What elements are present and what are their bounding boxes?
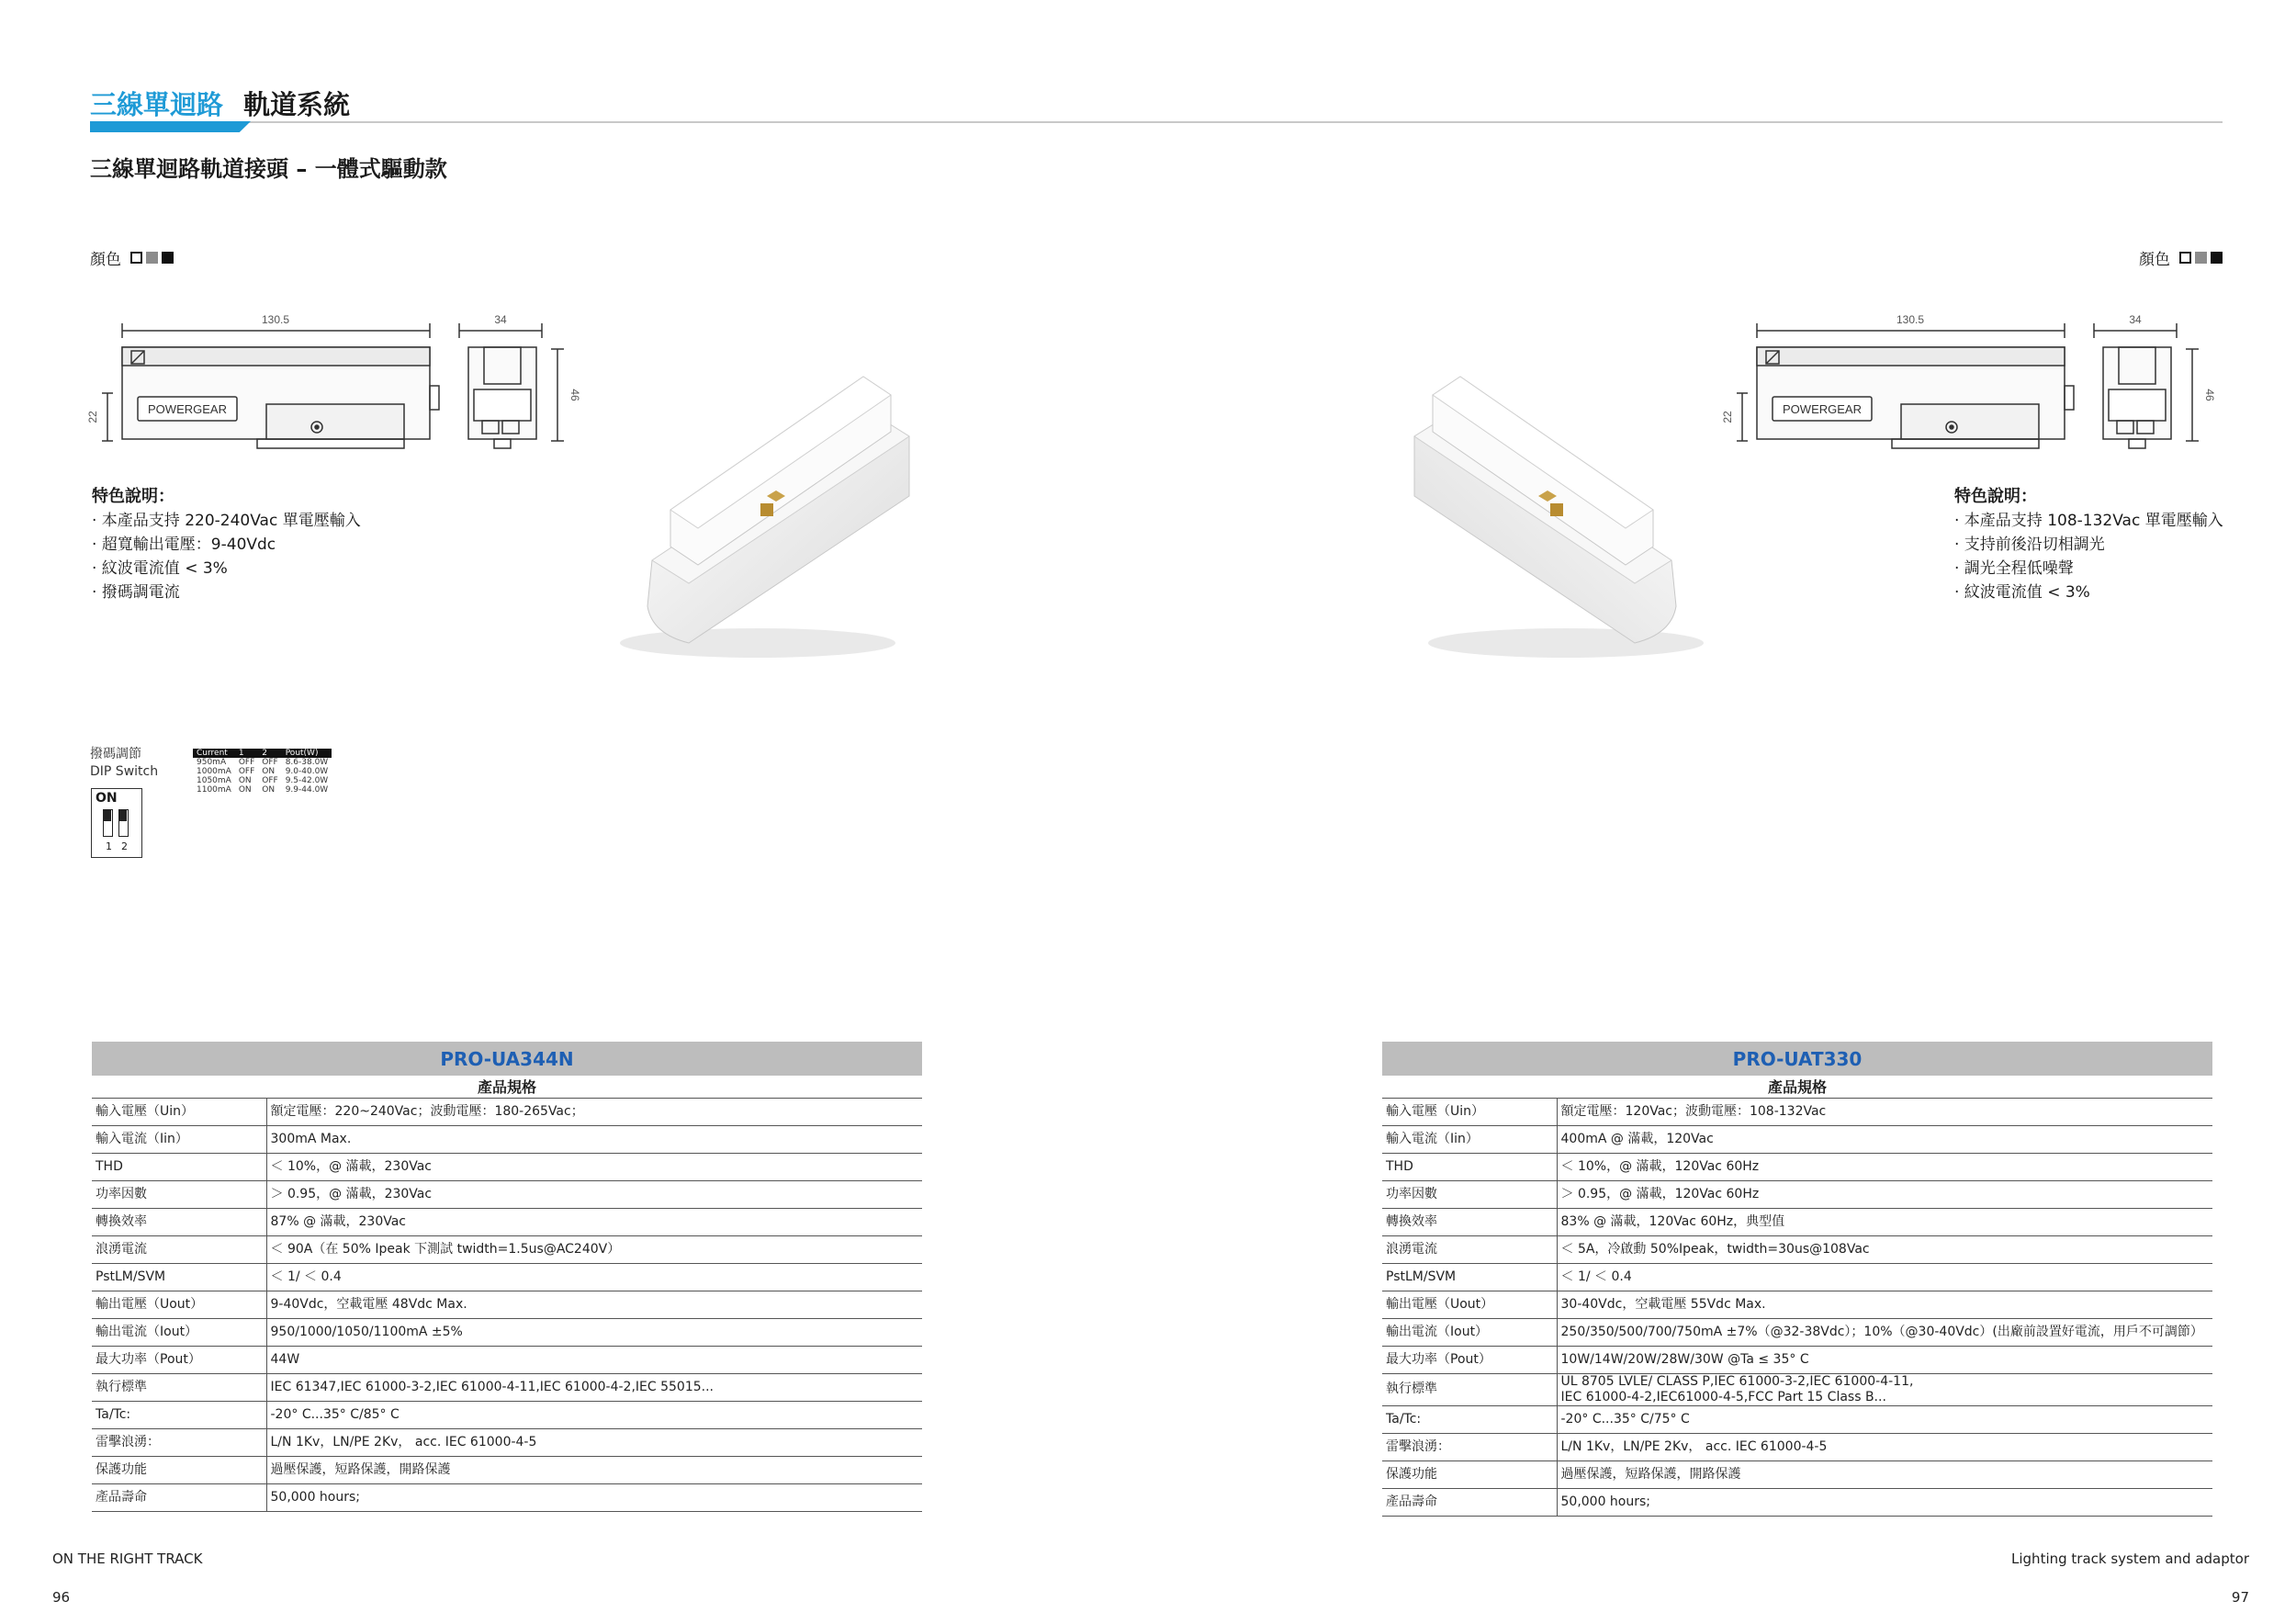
dip-label-en: DIP Switch <box>90 764 159 779</box>
spec-row <box>92 1373 922 1401</box>
dip-cell: OFF <box>262 758 278 767</box>
spec-value: 50,000 hours; <box>1557 1488 2212 1516</box>
spec-value: 44W <box>266 1346 922 1373</box>
feature-item: · 超寬輸出電壓：9-40Vdc <box>92 536 276 554</box>
dip-switch-graphic <box>91 788 142 858</box>
dip-table-row <box>193 767 332 776</box>
dim-height-right: 46 <box>2203 389 2216 401</box>
feature-item: · 支持前後沿切相調光 <box>1954 536 2105 554</box>
spec-value: 30-40Vdc，空載電壓 55Vdc Max. <box>1557 1291 2212 1318</box>
footer-left-text: ON THE RIGHT TRACK <box>52 1551 203 1567</box>
spec-label: 輸入電流（Iin） <box>1382 1125 1557 1153</box>
spec-row <box>1382 1373 2212 1405</box>
spec-row <box>92 1153 922 1180</box>
spec-label: 輸出電壓（Uout） <box>92 1291 266 1318</box>
spec-value: ＜ 10%，@ 滿載，230Vac <box>266 1153 922 1180</box>
spec-value: 10W/14W/20W/28W/30W @Ta ≤ 35° C <box>1557 1346 2212 1373</box>
dip-cell: 950mA <box>197 758 227 767</box>
feature-item: · 撥碼調電流 <box>92 583 180 602</box>
spec-value: 250/350/500/700/750mA ±7%（@32-38Vdc）；10%（@30-40Vdc）(出廠前設置好電流，用戶不可調節） <box>1557 1318 2212 1346</box>
color-swatches <box>2179 252 2223 264</box>
spec-label: 雷擊浪湧： <box>1382 1433 1557 1460</box>
dip-cell: 8.6-38.0W <box>285 758 329 767</box>
features-title: 特色說明： <box>1954 487 2037 506</box>
spec-label: 轉換效率 <box>92 1208 266 1235</box>
dip-cell: ON <box>262 785 276 795</box>
dim-height-right: 46 <box>568 389 581 401</box>
spec-heading: 產品規格 <box>1382 1076 2212 1098</box>
spec-value: IEC 61347,IEC 61000-3-2,IEC 61000-4-11,IEC 61000-4-2,IEC 55015... <box>266 1373 922 1401</box>
dip-setting-table <box>193 749 332 795</box>
brand-label: POWERGEAR <box>148 402 227 416</box>
spec-table-body <box>92 1098 922 1511</box>
spec-row <box>92 1263 922 1291</box>
dip-cell: OFF <box>238 758 255 767</box>
spec-heading-row <box>92 1076 922 1098</box>
spec-value: ＜ 1/ ＜ 0.4 <box>1557 1263 2212 1291</box>
white-swatch <box>130 252 142 264</box>
brand-label: POWERGEAR <box>1783 402 1862 416</box>
color-swatches <box>130 252 174 264</box>
spec-value: ＞ 0.95，@ 滿載，230Vac <box>266 1180 922 1208</box>
spec-label: 浪湧電流 <box>1382 1235 1557 1263</box>
spec-row <box>1382 1208 2212 1235</box>
section-title-black: 軌道系統 <box>243 89 351 120</box>
spec-label: 浪湧電流 <box>92 1235 266 1263</box>
dim-width: 34 <box>494 313 507 326</box>
feature-item: · 調光全程低噪聲 <box>1954 559 2074 578</box>
dip-cell: OFF <box>238 767 255 776</box>
spec-row <box>92 1291 922 1318</box>
spec-label: 保護功能 <box>1382 1460 1557 1488</box>
spec-row <box>1382 1125 2212 1153</box>
spec-label: 執行標準 <box>92 1373 266 1401</box>
header-accent-bar <box>90 121 251 132</box>
spec-value: 83% @ 滿載，120Vac 60Hz，典型值 <box>1557 1208 2212 1235</box>
spec-row <box>92 1235 922 1263</box>
spec-model-row <box>1382 1042 2212 1076</box>
spec-value: 87% @ 滿載，230Vac <box>266 1208 922 1235</box>
spec-value: ＜ 5A，冷啟動 50%Ipeak，twidth=30us@108Vac <box>1557 1235 2212 1263</box>
dip-number-2: 2 <box>121 840 128 852</box>
section-title <box>90 85 350 122</box>
spec-label: PstLM/SVM <box>92 1263 266 1291</box>
spec-row <box>1382 1098 2212 1125</box>
spec-row <box>92 1208 922 1235</box>
dip-table-row <box>193 776 332 785</box>
dimension-drawing-left <box>83 303 597 450</box>
dimension-drawing-right <box>1717 303 2232 450</box>
spec-row <box>1382 1263 2212 1291</box>
feature-item: · 紋波電流值 < 3% <box>1954 583 2090 602</box>
page-subtitle: 三線單迴路軌道接頭 – 一體式驅動款 <box>90 156 447 182</box>
feature-item: · 本產品支持 108-132Vac 單電壓輸入 <box>1954 512 2223 530</box>
feature-item: · 紋波電流值 < 3% <box>92 559 228 578</box>
white-swatch <box>2179 252 2191 264</box>
spec-row <box>92 1346 922 1373</box>
spec-row <box>92 1401 922 1428</box>
spec-label: 功率因數 <box>92 1180 266 1208</box>
spec-row <box>1382 1460 2212 1488</box>
spec-row <box>1382 1346 2212 1373</box>
spec-value: ＜ 1/ ＜ 0.4 <box>266 1263 922 1291</box>
dip-table-row <box>193 785 332 795</box>
spec-value: ＜ 90A（在 50% Ipeak 下測試 twidth=1.5us@AC240V） <box>266 1235 922 1263</box>
spec-label: 輸出電流（Iout） <box>1382 1318 1557 1346</box>
dip-cell: 9.5-42.0W <box>285 776 329 785</box>
spec-label: 轉換效率 <box>1382 1208 1557 1235</box>
dim-height-left: 22 <box>86 411 99 423</box>
product-image-left <box>597 349 946 680</box>
features-right <box>1954 485 2223 604</box>
dip-table-row <box>193 758 332 767</box>
spec-model-row <box>92 1042 922 1076</box>
spec-table-body <box>1382 1098 2212 1516</box>
model-name: PRO-UAT330 <box>1382 1042 2212 1076</box>
spec-row <box>92 1180 922 1208</box>
features-left <box>92 485 361 604</box>
color-options-left <box>90 246 174 269</box>
spec-label: 輸出電流（Iout） <box>92 1318 266 1346</box>
dip-on-label: ON <box>96 791 118 806</box>
spec-label: 最大功率（Pout） <box>1382 1346 1557 1373</box>
spec-label: 輸出電壓（Uout） <box>1382 1291 1557 1318</box>
dip-cell: 1100mA <box>197 785 231 795</box>
spec-value: 9-40Vdc，空載電壓 48Vdc Max. <box>266 1291 922 1318</box>
page-number-left: 96 <box>52 1589 71 1606</box>
spec-value: 額定電壓：120Vac；波動電壓：108-132Vac <box>1557 1098 2212 1125</box>
spec-label: 雷擊浪湧： <box>92 1428 266 1456</box>
spec-label: 功率因數 <box>1382 1180 1557 1208</box>
product-image-right <box>1378 349 1727 680</box>
spec-row <box>92 1456 922 1483</box>
color-label: 顏色 <box>2139 251 2170 269</box>
dim-width: 34 <box>2129 313 2142 326</box>
spec-label: Ta/Tc: <box>1382 1405 1557 1433</box>
spec-table-left <box>92 1042 922 1512</box>
spec-row <box>1382 1180 2212 1208</box>
spec-value: 300mA Max. <box>266 1125 922 1153</box>
dip-number-1: 1 <box>106 840 112 852</box>
spec-row <box>1382 1488 2212 1516</box>
spec-label: 產品壽命 <box>1382 1488 1557 1516</box>
black-swatch <box>2211 252 2223 264</box>
spec-label: 最大功率（Pout） <box>92 1346 266 1373</box>
spec-row <box>1382 1318 2212 1346</box>
spec-value: 950/1000/1050/1100mA ±5% <box>266 1318 922 1346</box>
spec-row <box>1382 1433 2212 1460</box>
spec-value: 50,000 hours; <box>266 1483 922 1511</box>
black-swatch <box>162 252 174 264</box>
dip-table-header <box>193 749 332 758</box>
dip-cell: 9.9-44.0W <box>285 785 329 795</box>
dim-height-left: 22 <box>1721 411 1734 423</box>
dip-col-current: Current <box>193 749 235 758</box>
spec-label: 產品壽命 <box>92 1483 266 1511</box>
dip-switch-1 <box>103 809 113 837</box>
spec-row <box>1382 1405 2212 1433</box>
spec-row <box>92 1125 922 1153</box>
dip-col-1: 1 <box>235 749 258 758</box>
spec-value: -20° C...35° C/85° C <box>266 1401 922 1428</box>
spec-row <box>1382 1153 2212 1180</box>
spec-value: UL 8705 LVLE/ CLASS P,IEC 61000-3-2,IEC 61000-4-11, IEC 61000-4-2,IEC61000-4-5,FCC Part 15 Class B... <box>1557 1373 2212 1405</box>
grey-swatch <box>146 252 158 264</box>
dip-cell: OFF <box>262 776 278 785</box>
color-options-right <box>2139 246 2223 269</box>
dim-length: 130.5 <box>261 313 290 326</box>
spec-label: PstLM/SVM <box>1382 1263 1557 1291</box>
dip-switch-2 <box>118 809 129 837</box>
dip-switch-label <box>90 746 158 781</box>
spec-label: Ta/Tc: <box>92 1401 266 1428</box>
feature-item: · 本產品支持 220-240Vac 單電壓輸入 <box>92 512 361 530</box>
dip-label-cn: 撥碼調節 <box>90 747 141 761</box>
dip-col-2: 2 <box>258 749 281 758</box>
spec-row <box>92 1318 922 1346</box>
footer-right-text: Lighting track system and adaptor <box>2011 1551 2249 1567</box>
spec-label: 輸入電壓（Uin） <box>1382 1098 1557 1125</box>
spec-value: 過壓保護，短路保護，開路保護 <box>266 1456 922 1483</box>
spec-label: THD <box>1382 1153 1557 1180</box>
grey-swatch <box>2195 252 2207 264</box>
spec-row <box>92 1428 922 1456</box>
spec-value: 過壓保護，短路保護，開路保護 <box>1557 1460 2212 1488</box>
dip-col-pout: Pout(W) <box>282 749 332 758</box>
spec-value: ＞ 0.95，@ 滿載，120Vac 60Hz <box>1557 1180 2212 1208</box>
spec-table-right <box>1382 1042 2212 1517</box>
spec-label: 輸入電流（Iin） <box>92 1125 266 1153</box>
spec-heading: 產品規格 <box>92 1076 922 1098</box>
dip-cell: 9.0-40.0W <box>285 767 329 776</box>
spec-label: 保護功能 <box>92 1456 266 1483</box>
spec-row <box>1382 1235 2212 1263</box>
spec-row <box>92 1483 922 1511</box>
spec-value: L/N 1Kv，LN/PE 2Kv， acc. IEC 61000-4-5 <box>1557 1433 2212 1460</box>
section-title-blue: 三線單迴路 <box>90 89 224 120</box>
spec-value: ＜ 10%，@ 滿載，120Vac 60Hz <box>1557 1153 2212 1180</box>
page-number-right: 97 <box>2231 1589 2249 1606</box>
dip-cell: ON <box>262 767 276 776</box>
dip-cell: ON <box>238 776 252 785</box>
dip-cell: 1000mA <box>197 767 231 776</box>
header-rule <box>90 121 2223 123</box>
spec-row <box>92 1098 922 1125</box>
spec-label: 執行標準 <box>1382 1373 1557 1405</box>
features-title: 特色說明： <box>92 487 174 506</box>
color-label: 顏色 <box>90 251 121 269</box>
spec-value: 額定電壓：220~240Vac；波動電壓：180-265Vac； <box>266 1098 922 1125</box>
spec-value: L/N 1Kv，LN/PE 2Kv， acc. IEC 61000-4-5 <box>266 1428 922 1456</box>
spec-value: 400mA @ 滿載，120Vac <box>1557 1125 2212 1153</box>
spec-value: -20° C...35° C/75° C <box>1557 1405 2212 1433</box>
spec-row <box>1382 1291 2212 1318</box>
dip-cell: 1050mA <box>197 776 231 785</box>
spec-label: 輸入電壓（Uin） <box>92 1098 266 1125</box>
dip-cell: ON <box>238 785 252 795</box>
spec-label: THD <box>92 1153 266 1180</box>
model-name: PRO-UA344N <box>92 1042 922 1076</box>
dim-length: 130.5 <box>1896 313 1925 326</box>
spec-heading-row <box>1382 1076 2212 1098</box>
